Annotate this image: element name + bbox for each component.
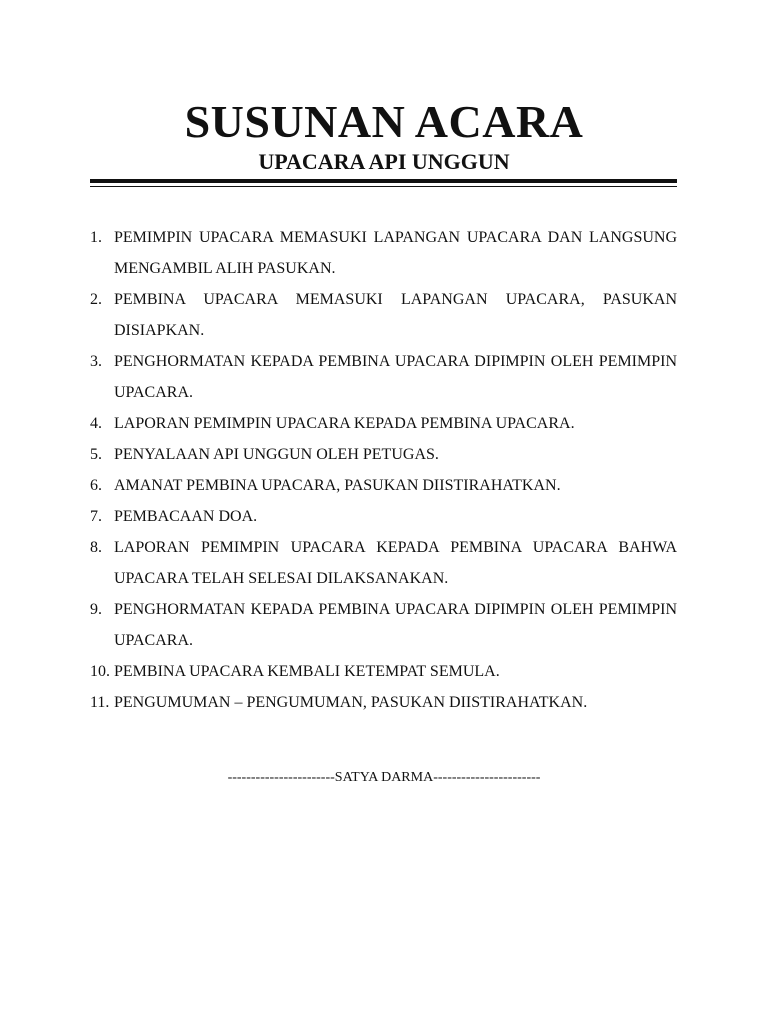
agenda-item-number: 5.	[90, 446, 102, 463]
agenda-list	[90, 222, 677, 718]
agenda-item-number: 6.	[90, 477, 102, 494]
agenda-item-9	[90, 594, 677, 656]
agenda-item-number: 1.	[90, 229, 102, 246]
agenda-item-text: PENGHORMATAN KEPADA PEMBINA UPACARA DIPIMPIN OLEH PEMIMPIN UPACARA.	[114, 353, 677, 401]
agenda-item-7	[90, 501, 677, 532]
agenda-item-text: PENGHORMATAN KEPADA PEMBINA UPACARA DIPIMPIN OLEH PEMIMPIN UPACARA.	[114, 601, 677, 649]
agenda-item-10	[90, 656, 677, 687]
agenda-item-3	[90, 346, 677, 408]
agenda-item-5	[90, 439, 677, 470]
agenda-item-number: 8.	[90, 539, 102, 556]
agenda-item-number: 4.	[90, 415, 102, 432]
agenda-item-text: PEMBACAAN DOA.	[114, 508, 258, 525]
agenda-item-text: LAPORAN PEMIMPIN UPACARA KEPADA PEMBINA UPACARA.	[114, 415, 575, 432]
agenda-item-8	[90, 532, 677, 594]
agenda-item-number: 2.	[90, 291, 102, 308]
agenda-item-6	[90, 470, 677, 501]
agenda-item-2	[90, 284, 677, 346]
agenda-item-number: 7.	[90, 508, 102, 525]
document-title: SUSUNAN ACARA	[184, 96, 584, 147]
agenda-item-11	[90, 687, 677, 718]
document-subtitle: UPACARA API UNGGUN	[258, 149, 510, 174]
document-footer: -----------------------SATYA DARMA-----------------------	[227, 770, 541, 785]
agenda-item-text: PEMIMPIN UPACARA MEMASUKI LAPANGAN UPACARA DAN LANGSUNG MENGAMBIL ALIH PASUKAN.	[114, 229, 677, 277]
agenda-item-text: LAPORAN PEMIMPIN UPACARA KEPADA PEMBINA UPACARA BAHWA UPACARA TELAH SELESAI DILAKSANAKAN.	[114, 539, 677, 587]
title-divider-thin	[90, 186, 677, 187]
agenda-item-number: 9.	[90, 601, 102, 618]
agenda-item-number: 11.	[90, 694, 110, 711]
agenda-item-text: PENYALAAN API UNGGUN OLEH PETUGAS.	[114, 446, 439, 463]
agenda-item-number: 10.	[90, 663, 110, 680]
agenda-item-text: PEMBINA UPACARA MEMASUKI LAPANGAN UPACARA, PASUKAN DISIAPKAN.	[114, 291, 677, 339]
agenda-item-number: 3.	[90, 353, 102, 370]
agenda-item-text: PENGUMUMAN – PENGUMUMAN, PASUKAN DIISTIRAHATKAN.	[114, 694, 588, 711]
agenda-item-text: PEMBINA UPACARA KEMBALI KETEMPAT SEMULA.	[114, 663, 500, 680]
agenda-item-4	[90, 408, 677, 439]
title-divider-thick	[90, 179, 677, 183]
agenda-item-1	[90, 222, 677, 284]
agenda-item-text: AMANAT PEMBINA UPACARA, PASUKAN DIISTIRAHATKAN.	[114, 477, 561, 494]
